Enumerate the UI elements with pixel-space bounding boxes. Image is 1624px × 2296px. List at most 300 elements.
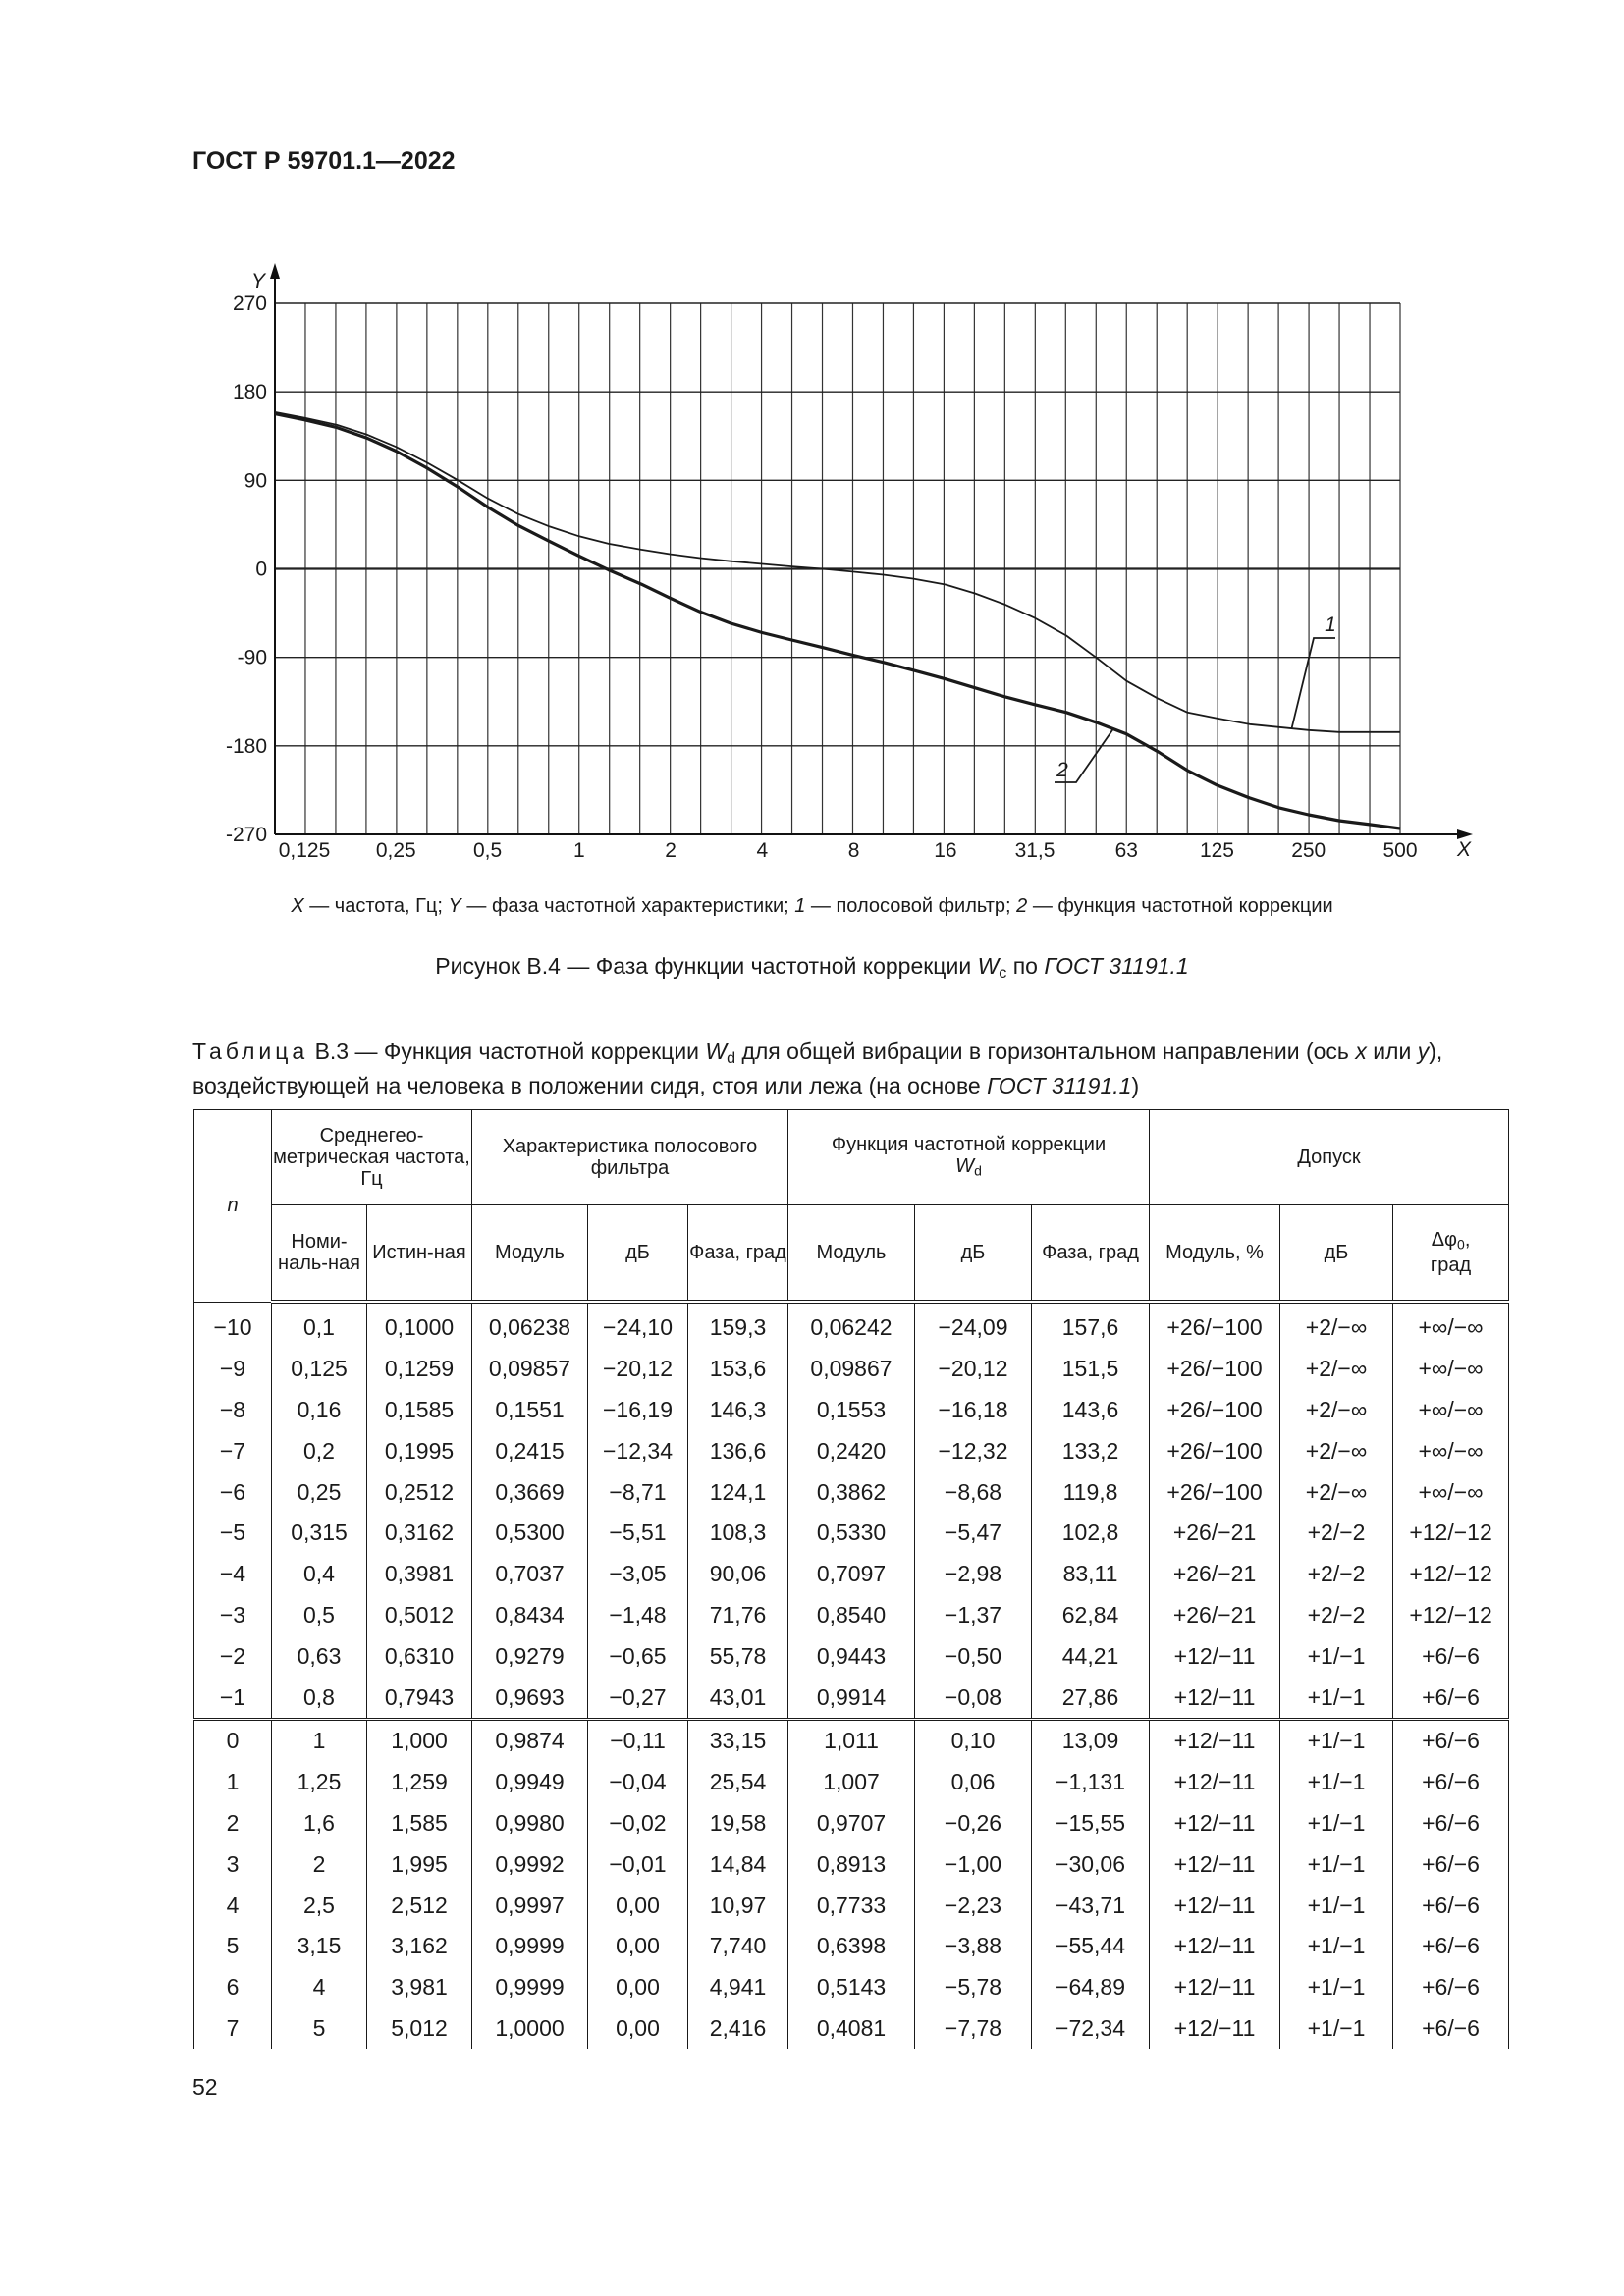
table-cell: 0: [194, 1719, 272, 1761]
figure-legend: [0, 895, 1624, 918]
table-cell: +∞/−∞: [1393, 1349, 1509, 1390]
phase-chart: [0, 0, 1624, 883]
table-cell: 0,06238: [472, 1302, 588, 1349]
table-cell: −1,37: [915, 1595, 1032, 1636]
y-axis-arrow: [270, 263, 280, 279]
x-tick-label: 8: [847, 839, 860, 862]
table-cell: 55,78: [688, 1635, 788, 1677]
table-cell: +6/−6: [1393, 1885, 1509, 1926]
table-cell: −10: [194, 1302, 272, 1349]
table-cell: +12/−11: [1150, 1885, 1280, 1926]
table-cell: 43,01: [688, 1677, 788, 1719]
table-row: [194, 1843, 1509, 1885]
table-cell: +26/−100: [1150, 1349, 1280, 1390]
table-cell: −5,47: [915, 1513, 1032, 1554]
table-cell: 0,2512: [367, 1471, 472, 1513]
table-cell: 27,86: [1032, 1677, 1150, 1719]
table-cell: 0,315: [272, 1513, 367, 1554]
tol-phase-sub: 0: [1457, 1236, 1465, 1253]
tol-phase-symbol: Δφ: [1431, 1228, 1458, 1251]
y-tick-label: 270: [232, 293, 267, 315]
figure-caption-symbol-sub: c: [999, 964, 1007, 983]
table-cell: 0,2: [272, 1430, 367, 1471]
table-cell: 0,3981: [367, 1554, 472, 1595]
table-cell: −5,51: [588, 1513, 688, 1554]
table-cell: −24,09: [915, 1302, 1032, 1349]
table-cell: +1/−1: [1280, 1719, 1393, 1761]
table-cell: −16,18: [915, 1390, 1032, 1431]
table-cell: 0,06242: [788, 1302, 915, 1349]
table-cell: +2/−∞: [1280, 1349, 1393, 1390]
table-cell: +12/−11: [1150, 1762, 1280, 1803]
table-row: [194, 1926, 1509, 1967]
table-cell: 0,09857: [472, 1349, 588, 1390]
table-cell: 0,00: [588, 1967, 688, 2008]
figure-caption-symbol: W: [977, 953, 1000, 979]
table-cell: +∞/−∞: [1393, 1302, 1509, 1349]
table-cell: 3,162: [367, 1926, 472, 1967]
table-cell: 0,8434: [472, 1595, 588, 1636]
table-cell: 0,7037: [472, 1554, 588, 1595]
table-cell: −8,71: [588, 1471, 688, 1513]
table-cell: −1,00: [915, 1843, 1032, 1885]
table-row: [194, 1554, 1509, 1595]
table-cell: 0,4: [272, 1554, 367, 1595]
legend-y-text: — фаза частотной характеристики;: [460, 895, 795, 917]
table-cell: 143,6: [1032, 1390, 1150, 1431]
table-cell: 146,3: [688, 1390, 788, 1431]
table-cell: 0,8913: [788, 1843, 915, 1885]
table-row: [194, 1302, 1509, 1349]
x-tick-label: 125: [1199, 839, 1234, 862]
table-row: [194, 1595, 1509, 1636]
table-cell: −12,32: [915, 1430, 1032, 1471]
table-row: [194, 1762, 1509, 1803]
table-cell: +26/−21: [1150, 1513, 1280, 1554]
table-cell: 0,3669: [472, 1471, 588, 1513]
table-cell: 153,6: [688, 1349, 788, 1390]
table-cell: +2/−∞: [1280, 1302, 1393, 1349]
col-tol-phase-header: $\Delta\varphi_0$, град: [1393, 1205, 1509, 1303]
table-cell: 0,9874: [472, 1719, 588, 1761]
table-cell: +6/−6: [1393, 1926, 1509, 1967]
table-cell: +12/−11: [1150, 1967, 1280, 2008]
x-tick-label: 31,5: [1014, 839, 1056, 862]
legend-x-letter: X: [291, 895, 304, 917]
wd-group-symbol: W: [955, 1154, 975, 1177]
table-cell: +6/−6: [1393, 1677, 1509, 1719]
x-tick-label: 500: [1382, 839, 1418, 862]
table-cell: 2,416: [688, 2008, 788, 2050]
table-cell: −1,48: [588, 1595, 688, 1636]
table-cell: +12/−12: [1393, 1554, 1509, 1595]
col-db-wd-header: дБ: [915, 1205, 1032, 1303]
table-caption-symbol-sub: d: [727, 1049, 736, 1068]
y-tick-label: 0: [255, 558, 267, 581]
x-tick-label: 0,125: [278, 839, 331, 862]
table-row: [194, 1390, 1509, 1431]
table-cell: 0,9279: [472, 1635, 588, 1677]
table-cell: +∞/−∞: [1393, 1430, 1509, 1471]
table-cell: +6/−6: [1393, 1635, 1509, 1677]
legend-x-text: — частота, Гц;: [303, 895, 449, 917]
table-caption-axis-x: x: [1355, 1039, 1367, 1064]
legend-n2-text: — функция частотной коррекции: [1027, 895, 1333, 917]
table-cell: 13,09: [1032, 1719, 1150, 1761]
table-cell: +12/−11: [1150, 1803, 1280, 1844]
table-cell: 0,1551: [472, 1390, 588, 1431]
y-tick-label: -180: [225, 734, 267, 758]
table-cell: 0,3162: [367, 1513, 472, 1554]
table-cell: 2: [272, 1843, 367, 1885]
table-cell: 3,15: [272, 1926, 367, 1967]
table-cell: −30,06: [1032, 1843, 1150, 1885]
table-cell: 0,00: [588, 1926, 688, 1967]
table-cell: +12/−12: [1393, 1513, 1509, 1554]
table-cell: 0,9914: [788, 1677, 915, 1719]
table-cell: 108,3: [688, 1513, 788, 1554]
page-number: 52: [192, 2074, 218, 2100]
table-caption-symbol: W: [705, 1039, 728, 1064]
figure-caption-standard: ГОСТ 31191.1: [1044, 953, 1189, 979]
col-modulus-header: Модуль: [472, 1205, 588, 1303]
table-caption-standard: ГОСТ 31191.1: [987, 1073, 1132, 1099]
table-cell: +26/−21: [1150, 1595, 1280, 1636]
table-cell: +2/−2: [1280, 1554, 1393, 1595]
table-cell: −9: [194, 1349, 272, 1390]
table-cell: +6/−6: [1393, 2008, 1509, 2050]
table-cell: 1,259: [367, 1762, 472, 1803]
table-cell: +6/−6: [1393, 1719, 1509, 1761]
table-cell: 0,9949: [472, 1762, 588, 1803]
table-cell: 0,9443: [788, 1635, 915, 1677]
col-modulus-wd-header: Модуль: [788, 1205, 915, 1303]
table-cell: 6: [194, 1967, 272, 2008]
table-cell: −7: [194, 1430, 272, 1471]
table-cell: −7,78: [915, 2008, 1032, 2050]
table-cell: 1,25: [272, 1762, 367, 1803]
table-cell: −20,12: [588, 1349, 688, 1390]
table-cell: +1/−1: [1280, 2008, 1393, 2050]
table-cell: 3,981: [367, 1967, 472, 2008]
series-1-leader: [1292, 638, 1335, 728]
col-n-header: [194, 1110, 272, 1303]
filter-group-header: Характеристика полосового фильтра: [472, 1110, 788, 1205]
table-row: [194, 1967, 1509, 2008]
table-cell: 0,25: [272, 1471, 367, 1513]
table-row: [194, 1349, 1509, 1390]
table-cell: 33,15: [688, 1719, 788, 1761]
table-cell: −3,88: [915, 1926, 1032, 1967]
table-cell: 1,0000: [472, 2008, 588, 2050]
table-cell: −55,44: [1032, 1926, 1150, 1967]
x-tick-label: 0,25: [375, 839, 416, 862]
table-cell: 0,8540: [788, 1595, 915, 1636]
table-cell: 0,9980: [472, 1803, 588, 1844]
y-tick-label: -90: [237, 646, 267, 669]
table-cell: 2,5: [272, 1885, 367, 1926]
table-cell: −8,68: [915, 1471, 1032, 1513]
table-cell: 3: [194, 1843, 272, 1885]
table-row: [194, 1635, 1509, 1677]
col-tol-db-header: дБ: [1280, 1205, 1393, 1303]
wd-group-symbol-sub: d: [974, 1162, 982, 1179]
col-tol-modulus-header: Модуль, %: [1150, 1205, 1280, 1303]
table-cell: 0,7733: [788, 1885, 915, 1926]
table-caption-rest4: ), воздействующей на человека в положении сидя, стоя или лежа (на основе: [192, 1039, 1443, 1099]
table-cell: 136,6: [688, 1430, 788, 1471]
table-cell: 0,1259: [367, 1349, 472, 1390]
table-row: [194, 1677, 1509, 1719]
table-cell: −0,65: [588, 1635, 688, 1677]
table-cell: −0,50: [915, 1635, 1032, 1677]
table-cell: 0,5143: [788, 1967, 915, 2008]
table-cell: +12/−11: [1150, 1843, 1280, 1885]
table-cell: −8: [194, 1390, 272, 1431]
table-cell: +1/−1: [1280, 1967, 1393, 2008]
table-cell: +2/−2: [1280, 1513, 1393, 1554]
x-tick-label: 4: [756, 839, 769, 862]
table-cell: +2/−∞: [1280, 1390, 1393, 1431]
wd-group-header: [788, 1110, 1150, 1205]
table-cell: 25,54: [688, 1762, 788, 1803]
table-cell: 1,011: [788, 1719, 915, 1761]
table-cell: 119,8: [1032, 1471, 1150, 1513]
x-tick-label: 63: [1114, 839, 1138, 862]
table-cell: 0,1553: [788, 1390, 915, 1431]
table-cell: −0,04: [588, 1762, 688, 1803]
table-caption-rest2: для общей вибрации в горизонтальном направлении (ось: [735, 1039, 1356, 1064]
table-cell: +∞/−∞: [1393, 1471, 1509, 1513]
table-cell: 1: [272, 1719, 367, 1761]
table-cell: −3: [194, 1595, 272, 1636]
table-cell: +∞/−∞: [1393, 1390, 1509, 1431]
table-cell: +26/−21: [1150, 1554, 1280, 1595]
table-cell: 1,000: [367, 1719, 472, 1761]
table-cell: −15,55: [1032, 1803, 1150, 1844]
table-cell: −0,27: [588, 1677, 688, 1719]
wd-group-text: Функция частотной коррекции: [831, 1133, 1107, 1155]
table-cell: 0,7943: [367, 1677, 472, 1719]
table-cell: 4,941: [688, 1967, 788, 2008]
y-tick-label: -270: [225, 824, 267, 846]
table-cell: 0,1995: [367, 1430, 472, 1471]
x-axis-letter: X: [1456, 838, 1472, 861]
table-cell: +12/−11: [1150, 1719, 1280, 1761]
table-caption-rest5: ): [1131, 1073, 1140, 1099]
table-cell: 1,995: [367, 1843, 472, 1885]
tolerance-group-header: Допуск: [1150, 1110, 1509, 1205]
table-cell: 0,1585: [367, 1390, 472, 1431]
table-cell: 5,012: [367, 2008, 472, 2050]
table-cell: 159,3: [688, 1302, 788, 1349]
table-cell: 5: [272, 2008, 367, 2050]
table-cell: 0,4081: [788, 2008, 915, 2050]
table-cell: 0,63: [272, 1635, 367, 1677]
table-cell: +1/−1: [1280, 1677, 1393, 1719]
table-cell: +1/−1: [1280, 1926, 1393, 1967]
table-cell: +6/−6: [1393, 1843, 1509, 1885]
table-cell: 1,6: [272, 1803, 367, 1844]
table-cell: 0,8: [272, 1677, 367, 1719]
table-cell: −1,131: [1032, 1762, 1150, 1803]
freq-group-header: Среднегео-метрическая частота, Гц: [272, 1110, 472, 1205]
table-cell: +1/−1: [1280, 1885, 1393, 1926]
table-cell: 0,1: [272, 1302, 367, 1349]
table-cell: 4: [194, 1885, 272, 1926]
table-cell: 0,2420: [788, 1430, 915, 1471]
table-cell: 0,16: [272, 1390, 367, 1431]
legend-n2: 2: [1016, 895, 1028, 917]
table-row: [194, 1803, 1509, 1844]
table-caption-axis-y: y: [1417, 1039, 1430, 1064]
table-cell: 0,5330: [788, 1513, 915, 1554]
table-cell: +12/−11: [1150, 2008, 1280, 2050]
table-row: [194, 1471, 1509, 1513]
table-cell: 0,9992: [472, 1843, 588, 1885]
table-cell: 0,6310: [367, 1635, 472, 1677]
table-cell: 10,97: [688, 1885, 788, 1926]
table-caption-rest1: В.3 — Функция частотной коррекции: [308, 1039, 706, 1064]
table-cell: 7: [194, 2008, 272, 2050]
table-cell: 0,5300: [472, 1513, 588, 1554]
table-cell: −0,01: [588, 1843, 688, 1885]
x-tick-label: 16: [934, 839, 957, 862]
figure-caption-middle: по: [1006, 953, 1045, 979]
table-cell: −5,78: [915, 1967, 1032, 2008]
table-cell: +1/−1: [1280, 1635, 1393, 1677]
table-cell: +2/−∞: [1280, 1430, 1393, 1471]
table-cell: 0,5012: [367, 1595, 472, 1636]
table-cell: 90,06: [688, 1554, 788, 1595]
document-code: ГОСТ Р 59701.1—2022: [192, 147, 456, 175]
legend-y-letter: Y: [448, 895, 461, 917]
table-cell: −0,08: [915, 1677, 1032, 1719]
table-cell: 0,6398: [788, 1926, 915, 1967]
figure-caption: [0, 953, 1624, 983]
x-tick-label: 250: [1291, 839, 1326, 862]
table-cell: 102,8: [1032, 1513, 1150, 1554]
table-cell: 0,3862: [788, 1471, 915, 1513]
table-cell: 0,125: [272, 1349, 367, 1390]
table-cell: 0,00: [588, 1885, 688, 1926]
table-cell: −24,10: [588, 1302, 688, 1349]
series-1-label: 1: [1325, 614, 1336, 636]
table-cell: +6/−6: [1393, 1762, 1509, 1803]
table-cell: +2/−∞: [1280, 1471, 1393, 1513]
table-cell: 157,6: [1032, 1302, 1150, 1349]
table-cell: +1/−1: [1280, 1762, 1393, 1803]
table-cell: 0,9693: [472, 1677, 588, 1719]
table-cell: +12/−11: [1150, 1677, 1280, 1719]
table-cell: 83,11: [1032, 1554, 1150, 1595]
table-cell: 4: [272, 1967, 367, 2008]
table-cell: +1/−1: [1280, 1843, 1393, 1885]
table-cell: 0,00: [588, 2008, 688, 2050]
tol-phase-unit: град: [1430, 1255, 1472, 1277]
y-tick-label: 180: [232, 381, 267, 404]
table-row: [194, 1430, 1509, 1471]
table-cell: 0,9999: [472, 1967, 588, 2008]
correction-table: [193, 1109, 1509, 2049]
col-phase-wd-header: Фаза, град: [1032, 1205, 1150, 1303]
table-row: [194, 2008, 1509, 2050]
x-tick-label: 2: [665, 839, 677, 862]
table-cell: 2,512: [367, 1885, 472, 1926]
table-cell: 44,21: [1032, 1635, 1150, 1677]
table-cell: 62,84: [1032, 1595, 1150, 1636]
table-cell: −20,12: [915, 1349, 1032, 1390]
table-cell: 0,09867: [788, 1349, 915, 1390]
table-cell: −16,19: [588, 1390, 688, 1431]
table-row: [194, 1719, 1509, 1761]
table-cell: 14,84: [688, 1843, 788, 1885]
table-cell: +26/−100: [1150, 1390, 1280, 1431]
y-tick-label: 90: [244, 469, 267, 493]
table-cell: −1: [194, 1677, 272, 1719]
table-cell: +26/−100: [1150, 1430, 1280, 1471]
table-cell: 5: [194, 1926, 272, 1967]
table-cell: 124,1: [688, 1471, 788, 1513]
table-cell: −2,23: [915, 1885, 1032, 1926]
x-tick-label: 0,5: [472, 839, 503, 862]
x-tick-label: 1: [572, 839, 585, 862]
table-cell: −72,34: [1032, 2008, 1150, 2050]
col-true-header: Истин-ная: [367, 1205, 472, 1303]
table-caption: [192, 1038, 1508, 1099]
table-cell: 1,585: [367, 1803, 472, 1844]
table-cell: +6/−6: [1393, 1967, 1509, 2008]
col-n-label: n: [227, 1195, 239, 1217]
table-cell: −43,71: [1032, 1885, 1150, 1926]
table-cell: 0,9707: [788, 1803, 915, 1844]
table-cell: +6/−6: [1393, 1803, 1509, 1844]
table-cell: 0,5: [272, 1595, 367, 1636]
table-cell: 0,1000: [367, 1302, 472, 1349]
table-row: [194, 1885, 1509, 1926]
table-cell: 7,740: [688, 1926, 788, 1967]
table-cell: −64,89: [1032, 1967, 1150, 2008]
table-cell: 2: [194, 1803, 272, 1844]
legend-n1-text: — полосовой фильтр;: [805, 895, 1017, 917]
col-db-header: дБ: [588, 1205, 688, 1303]
table-cell: 19,58: [688, 1803, 788, 1844]
table-cell: −3,05: [588, 1554, 688, 1595]
y-axis-letter: Y: [250, 270, 266, 293]
table-cell: +12/−11: [1150, 1635, 1280, 1677]
table-cell: 0,06: [915, 1762, 1032, 1803]
col-phase-header: Фаза, град: [688, 1205, 788, 1303]
table-row: [194, 1513, 1509, 1554]
table-cell: 71,76: [688, 1595, 788, 1636]
table-cell: 0,9999: [472, 1926, 588, 1967]
table-cell: +26/−100: [1150, 1302, 1280, 1349]
table-cell: −2,98: [915, 1554, 1032, 1595]
table-cell: −6: [194, 1471, 272, 1513]
table-cell: 1: [194, 1762, 272, 1803]
table-cell: +2/−2: [1280, 1595, 1393, 1636]
table-cell: +12/−11: [1150, 1926, 1280, 1967]
table-cell: +1/−1: [1280, 1803, 1393, 1844]
table-cell: −2: [194, 1635, 272, 1677]
table-cell: −12,34: [588, 1430, 688, 1471]
table-cell: 0,9997: [472, 1885, 588, 1926]
table-cell: 0,2415: [472, 1430, 588, 1471]
table-cell: 133,2: [1032, 1430, 1150, 1471]
table-cell: 1,007: [788, 1762, 915, 1803]
table-cell: −5: [194, 1513, 272, 1554]
series-line-1: [275, 412, 1400, 732]
